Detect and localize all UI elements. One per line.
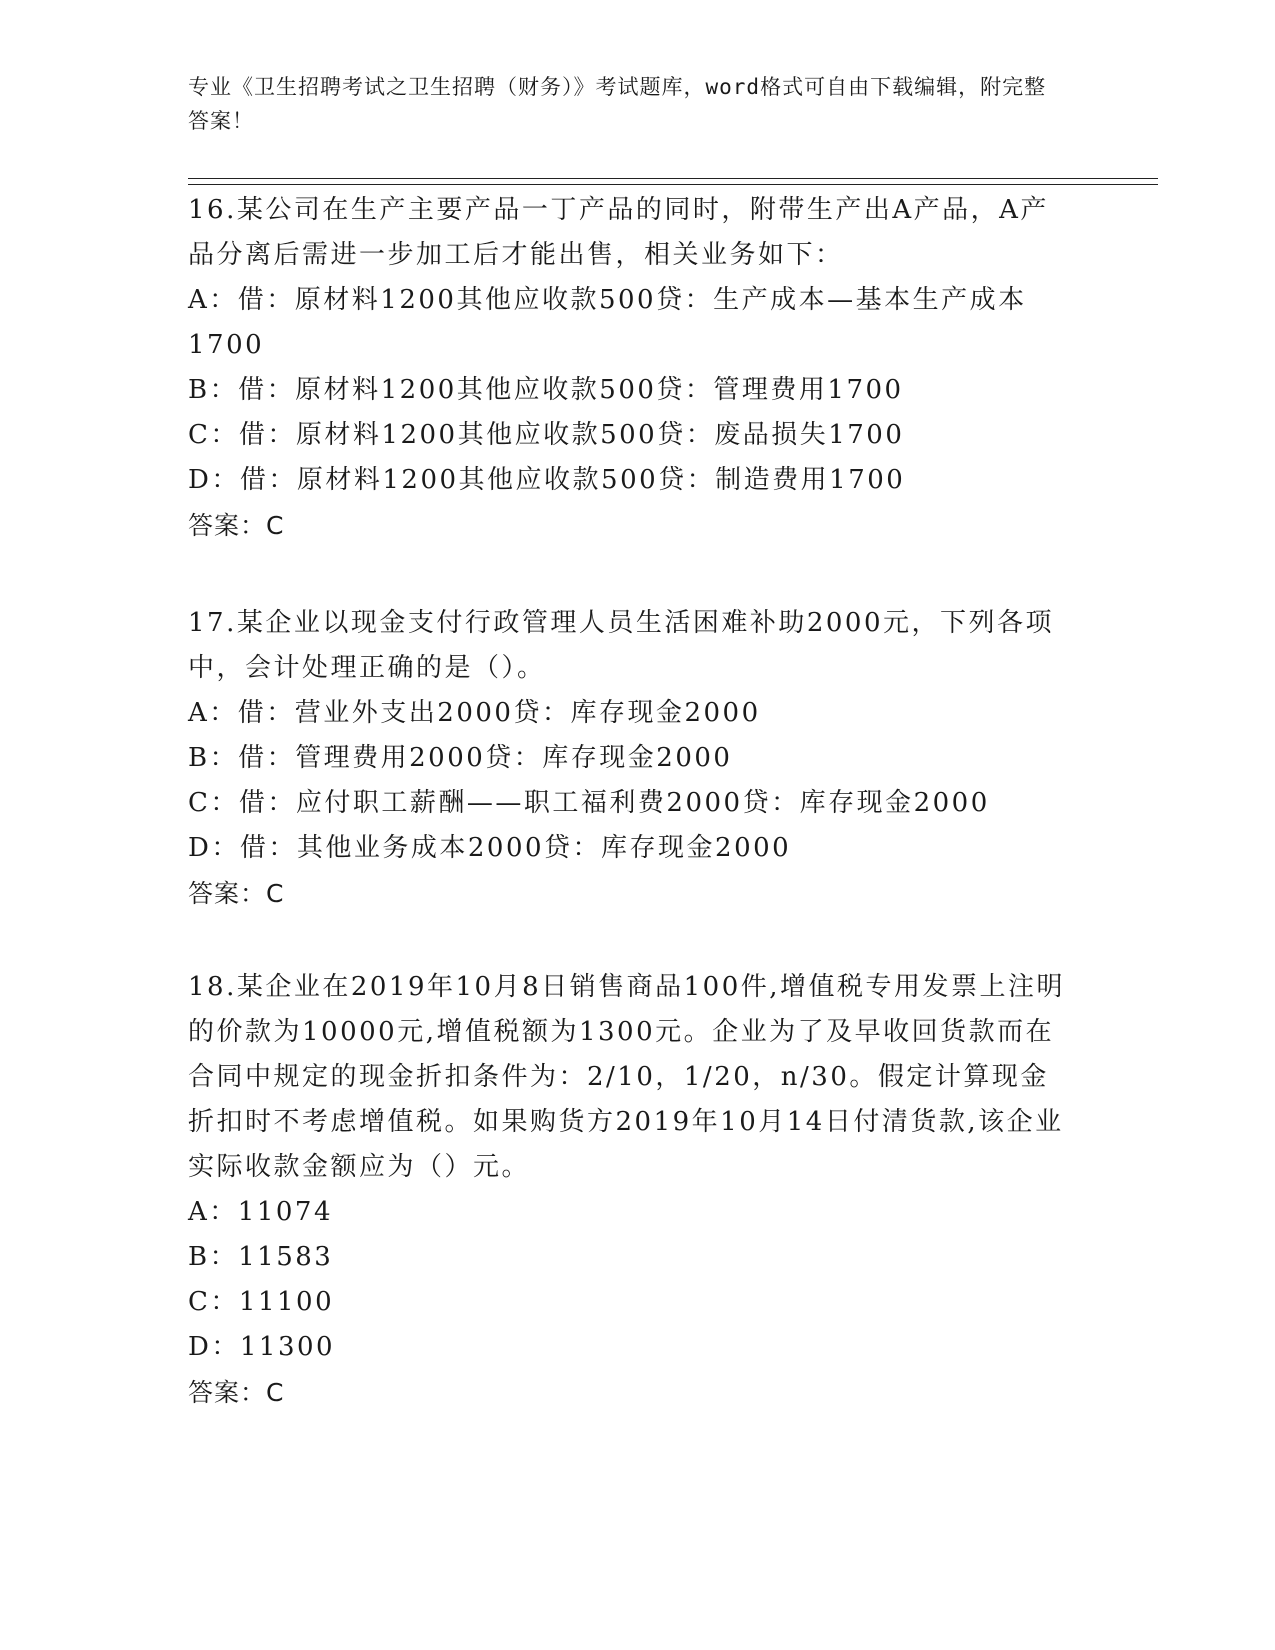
option-b <box>188 368 1068 413</box>
option-key: B： <box>188 743 239 773</box>
option-text: 借：原材料1200其他应收款500贷：废品损失1700 <box>238 420 905 450</box>
option-d <box>188 1325 1068 1370</box>
option-key: D： <box>188 833 240 863</box>
option-key: A： <box>188 1197 238 1227</box>
option-text: 11100 <box>238 1287 335 1317</box>
option-key: A： <box>188 698 238 728</box>
question-stem: 18.某企业在2019年10月8日销售商品100件,增值税专用发票上注明的价款为10000元,增值税额为1300元。企业为了及早收回货款而在合同中规定的现金折扣条件为：2/10，1/20，n/30。假定计算现金折扣时不考虑增值税。如果购货方2019年10月14日付清货款,该企业实际收款金额应为（）元。 <box>188 972 1066 1182</box>
option-text: 借：原材料1200其他应收款500贷：生产成本—基本生产成本1700 <box>188 285 1027 360</box>
option-text: 借：其他业务成本2000贷：库存现金2000 <box>239 833 792 863</box>
option-text: 借：营业外支出2000贷：库存现金2000 <box>237 698 761 728</box>
option-key: B： <box>188 375 239 405</box>
option-b <box>188 736 1068 781</box>
header-divider-top <box>188 178 1158 179</box>
option-text: 11583 <box>238 1242 334 1272</box>
question-18 <box>188 965 1068 1415</box>
option-key: C： <box>188 420 239 450</box>
option-text: 借：原材料1200其他应收款500贷：管理费用1700 <box>238 375 904 405</box>
option-text: 11300 <box>239 1332 336 1362</box>
option-d <box>188 458 1068 503</box>
option-c <box>188 1280 1068 1325</box>
answer-line: 答案：C <box>188 879 285 908</box>
option-a <box>188 278 1068 368</box>
option-key: D： <box>188 465 240 495</box>
option-text: 借：管理费用2000贷：库存现金2000 <box>238 743 733 773</box>
question-stem: 17.某企业以现金支付行政管理人员生活困难补助2000元，下列各项中，会计处理正确的是（）。 <box>188 608 1055 683</box>
option-key: C： <box>188 1287 239 1317</box>
option-c <box>188 413 1068 458</box>
option-text: 11074 <box>237 1197 333 1227</box>
option-a <box>188 691 1068 736</box>
option-key: A： <box>188 285 238 315</box>
header-divider-bottom <box>188 184 1158 185</box>
option-key: D： <box>188 1332 240 1362</box>
option-a <box>188 1190 1068 1235</box>
option-d <box>188 826 1068 871</box>
option-key: C： <box>188 788 239 818</box>
option-key: B： <box>188 1242 239 1272</box>
question-16 <box>188 188 1068 548</box>
question-stem: 16.某公司在生产主要产品一丁产品的同时，附带生产出A产品，A产品分离后需进一步加工后才能出售，相关业务如下： <box>188 195 1049 270</box>
answer-line: 答案：C <box>188 511 285 540</box>
option-b <box>188 1235 1068 1280</box>
option-text: 借：应付职工薪酬——职工福利费2000贷：库存现金2000 <box>238 788 990 818</box>
answer-line: 答案：C <box>188 1378 285 1407</box>
document-header <box>188 70 1068 138</box>
question-17 <box>188 601 1068 916</box>
option-c <box>188 781 1068 826</box>
header-text: 专业《卫生招聘考试之卫生招聘（财务）》考试题库，word格式可自由下载编辑，附完整答案！ <box>188 75 1047 133</box>
option-text: 借：原材料1200其他应收款500贷：制造费用1700 <box>239 465 906 495</box>
